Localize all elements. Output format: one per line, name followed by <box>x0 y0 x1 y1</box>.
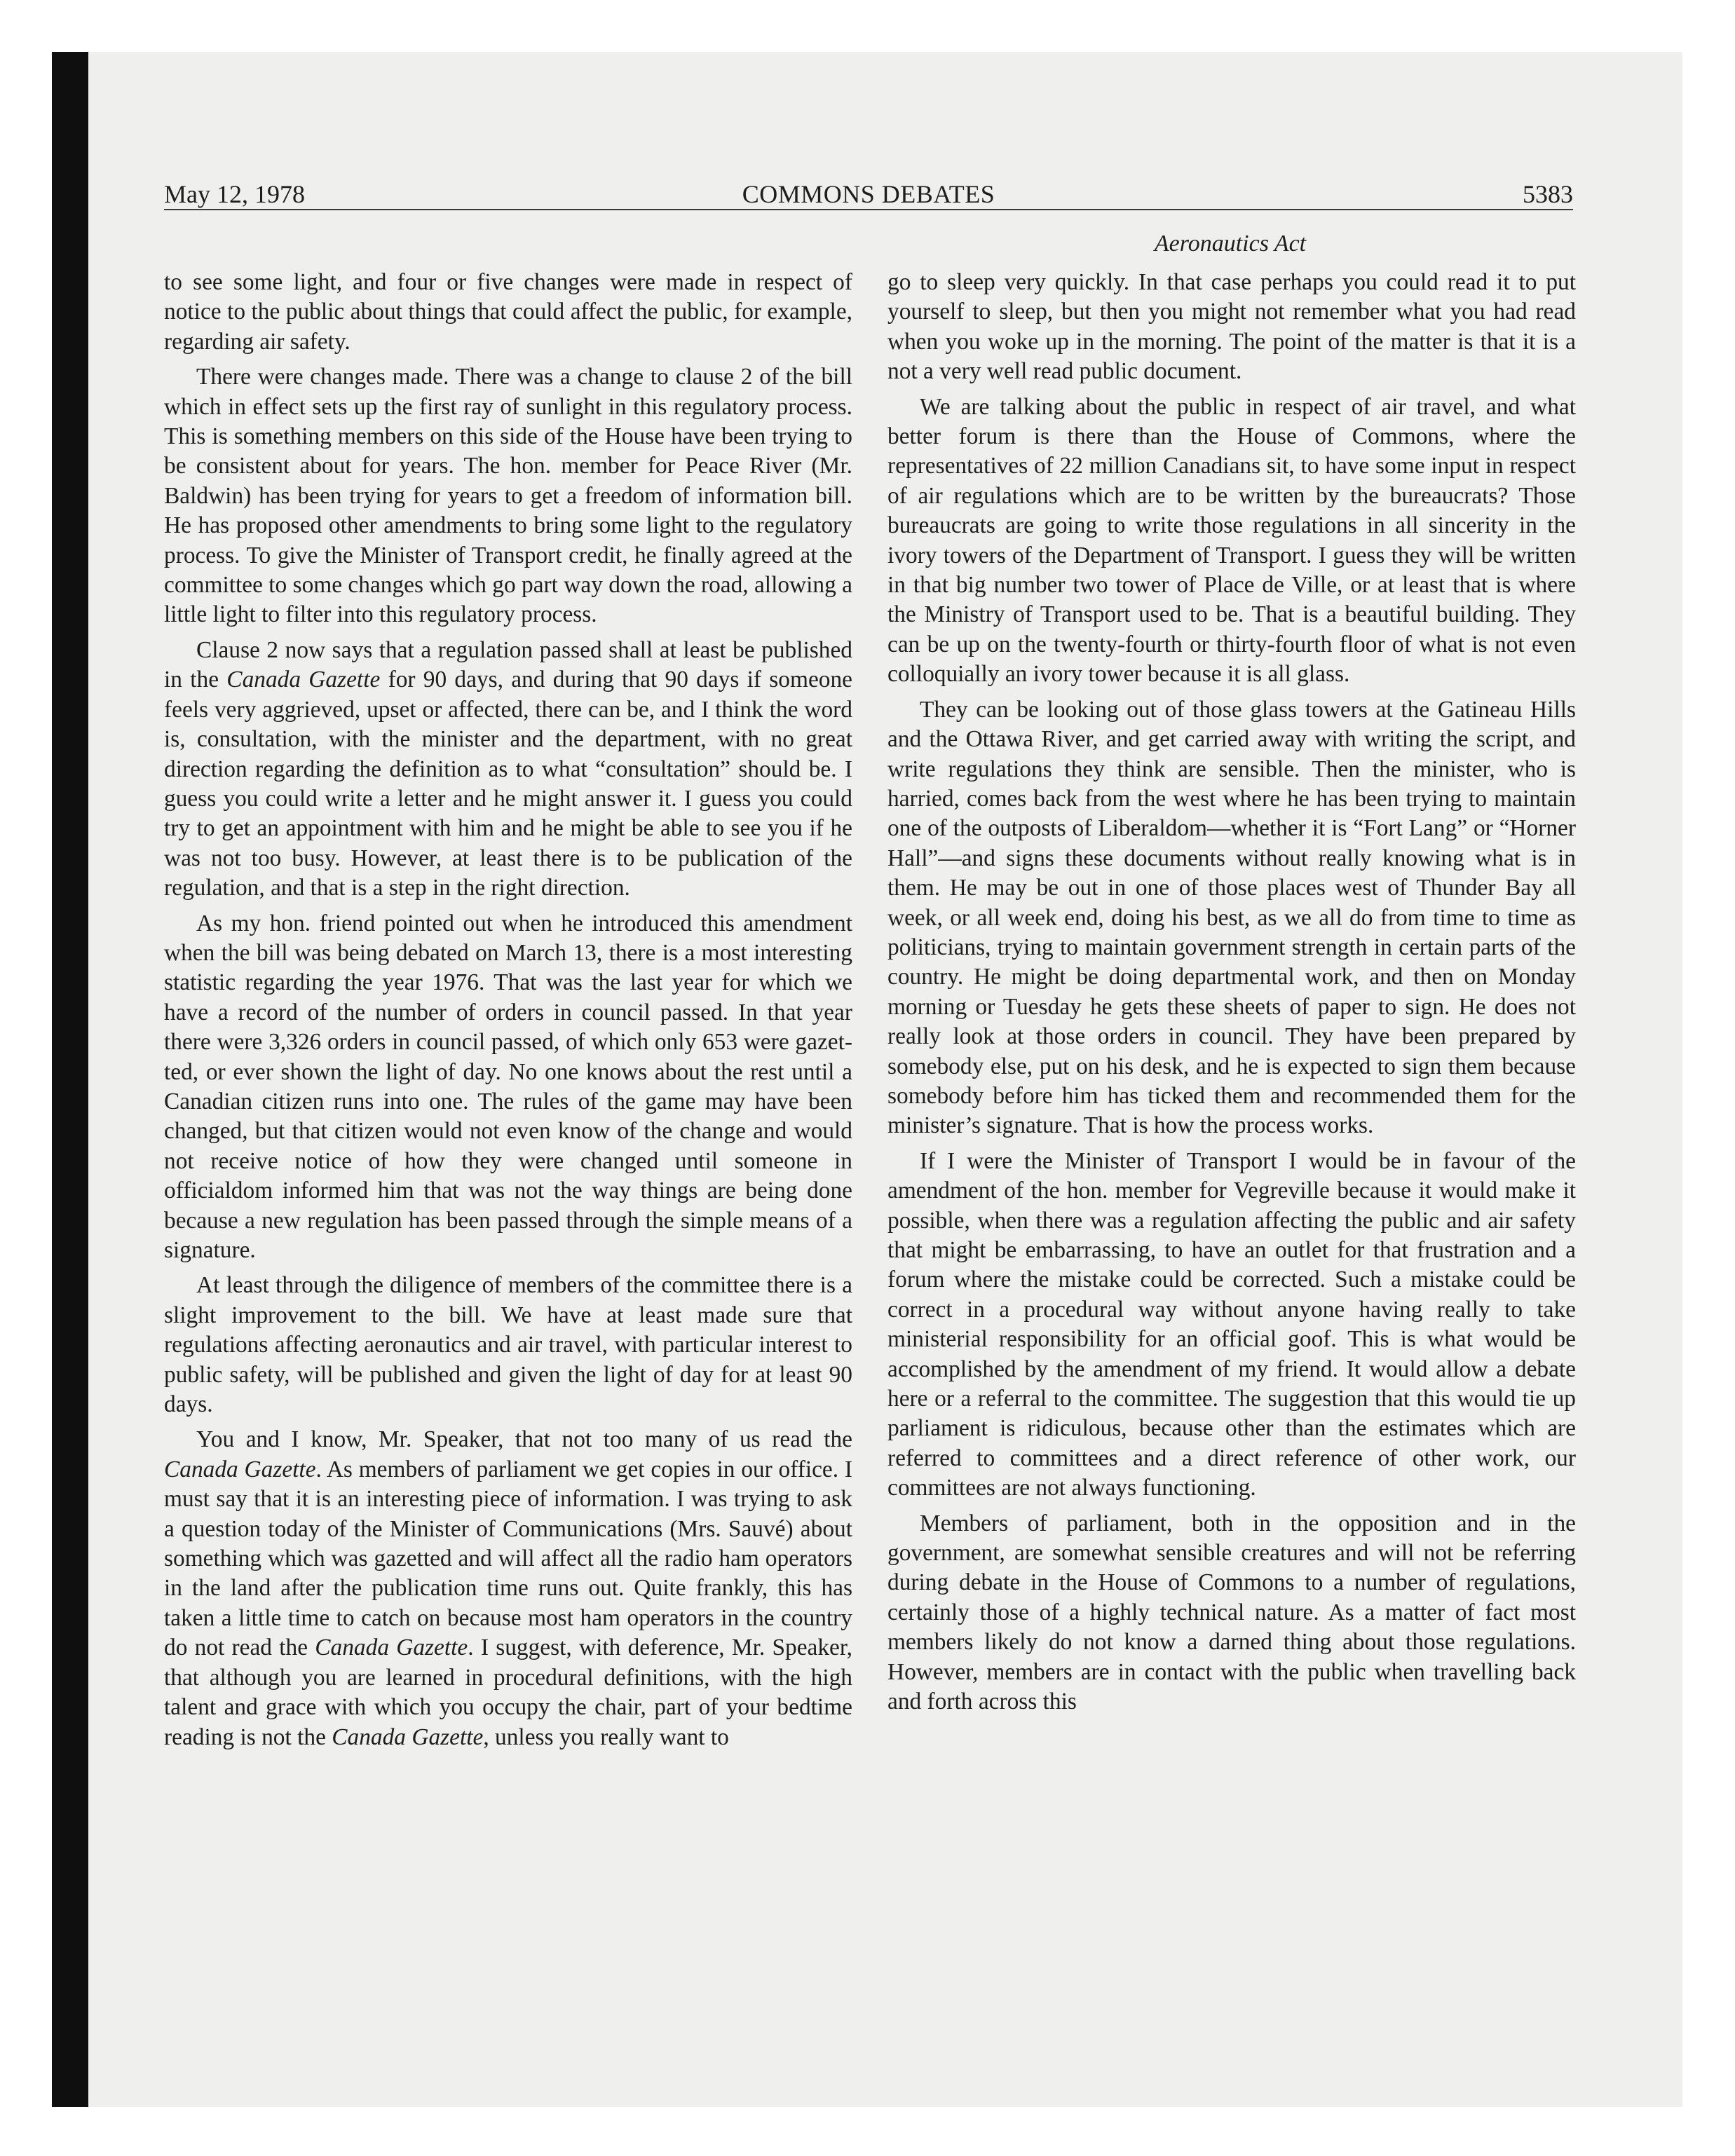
paragraph: As my hon. friend pointed out when he introduced this amendment when the bill was being debated on March 13, there is a most interesting statistic regarding the year 1976. That was the last year for which we have a record of the number of orders in council passed. In that year there were 3,326 orders in council passed, of which only 653 were gazetted, or ever shown the light of day. No one knows about the rest until a Canadian citizen runs into one. The rules of the game may have been changed, but that citizen would not even know of the change and would not receive notice of how they were changed until someone in officialdom informed him that was not the way things are being done because a new regulation has been passed through the simple means of a signature. <box>164 910 852 1263</box>
paragraph: to see some light, and four or five changes were made in respect of notice to the public about things that could affect the public, for example, regarding air safety. <box>164 269 852 355</box>
paragraph: At least through the diligence of members of the committee there is a slight improvement to the bill. We have at least made sure that regulations affecting aeronautics and air travel, with particular interest to public safety, will be published and given the light of day for at least 90 days. <box>164 1272 852 1418</box>
right-column <box>887 268 1576 1723</box>
header-title: COMMONS DEBATES <box>742 180 995 208</box>
scan-binding-edge <box>52 52 88 2107</box>
paragraph: If I were the Minister of Transport I would be in favour of the amendment of the hon. member for Vegreville because it would make it possible, when there was a regulation affecting the public and air safety that might be embarrassing, to have an outlet for that frustration and a forum where the mistake could be corrected. Such a mistake could be correct in a procedural way without anyone having really to take ministerial responsibility for an official goof. This is what would be accomplished by the amendment of my friend. It would allow a debate here or a referral to the committee. The suggestion that this would tie up parliament is ridiculous, because other than the estimates which are referred to committees and a direct reference of other work, our committees are not always functioning. <box>887 1147 1576 1501</box>
paragraph: You and I know, Mr. Speaker, that not too many of us read the Canada Gazette. As members of parliament we get copies in our office. I must say that it is an interesting piece of information. I was trying to ask a question today of the Minister of Communications (Mrs. Sauvé) about something which was gazetted and will affect all the radio ham operators in the land after the publication time runs out. Quite frankly, this has taken a little time to catch on because most ham operators in the country do not read the Canada Gazette. I suggest, with deference, Mr. Speaker, that although you are learned in procedural definitions, with the high talent and grace with which you occupy the chair, part of your bedtime reading is not the Canada Gazette, unless you really want to <box>164 1426 852 1750</box>
page-header <box>164 178 1573 210</box>
section-heading: Aeronautics Act <box>1154 231 1307 257</box>
paragraph: There were changes made. There was a change to clause 2 of the bill which in effect sets up the first ray of sunlight in this regulatory process. This is something members on this side of the House have been trying to be consistent about for years. The hon. member for Peace River (Mr. Baldwin) has been trying for years to get a freedom of information bill. He has proposed other amendments to bring some light to the regulatory process. To give the Minister of Transport credit, he finally agreed at the committee to some changes which go part way down the road, allowing a little light to filter into this regulatory process. <box>164 364 852 628</box>
header-date: May 12, 1978 <box>164 180 305 208</box>
paragraph: We are talking about the public in respect of air travel, and what better forum is there than the House of Commons, where the representatives of 22 million Canadians sit, to have some input in respect of air regulations which are to be written by the bureaucrats? Those bureaucrats are going to write those regulations in all sincerity in the ivory towers of the Department of Transport. I guess they will be written in that big number two tower of Place de Ville, or at least that is where the Ministry of Transport used to be. That is a beautiful building. They can be up on the twenty-fourth or thirty-fourth floor of what is not even colloquially an ivory tower because it is all glass. <box>887 393 1576 688</box>
header-rule <box>164 209 1573 210</box>
paragraph: They can be looking out of those glass towers at the Gatineau Hills and the Ottawa River, and get carried away with writing the script, and write regulations they think are sensible. Then the minister, who is harried, comes back from the west where he has been trying to maintain one of the outposts of Liberaldom—whether it is “Fort Lang” or “Horner Hall”—and signs these documents without really knowing what is in them. He may be out in one of those places west of Thunder Bay all week, or all week end, doing his best, as we all do from time to time as politicians, trying to maintain government strength in certain parts of the country. He might be doing departmental work, and then on Monday morning or Tuesday he gets these sheets of paper to sign. He does not really look at those orders in council. They have been prepared by somebody else, put on his desk, and he is expected to sign them because somebody before him has ticked them and recommended them for the minister’s signature. That is how the process works. <box>887 696 1576 1139</box>
page-number: 5383 <box>1523 180 1573 208</box>
left-column <box>164 268 852 1758</box>
paragraph: Members of parliament, both in the opposition and in the government, are somewhat sensible creatures and will not be referring during debate in the House of Commons to a number of regulations, certainly those of a highly technical nature. As a matter of fact most members likely do not know a darned thing about those regulations. However, members are in contact with the public when travelling back and forth across this <box>887 1510 1576 1715</box>
paragraph: go to sleep very quickly. In that case perhaps you could read it to put yourself to sleep, but then you might not remember what you had read when you woke up in the morning. The point of the matter is that it is a not a very well read public document. <box>887 269 1576 385</box>
paragraph: Clause 2 now says that a regulation passed shall at least be published in the Canada Gazette for 90 days, and during that 90 days if someone feels very aggrieved, upset or affected, there can be, and I think the word is, consultation, with the minister and the department, with no great direction regarding the definition as to what “consultation” should be. I guess you could write a letter and he might answer it. I guess you could try to get an appointment with him and he might be able to see you if he was not too busy. However, at least there is to be publication of the regulation, and that is a step in the right direction. <box>164 636 852 901</box>
